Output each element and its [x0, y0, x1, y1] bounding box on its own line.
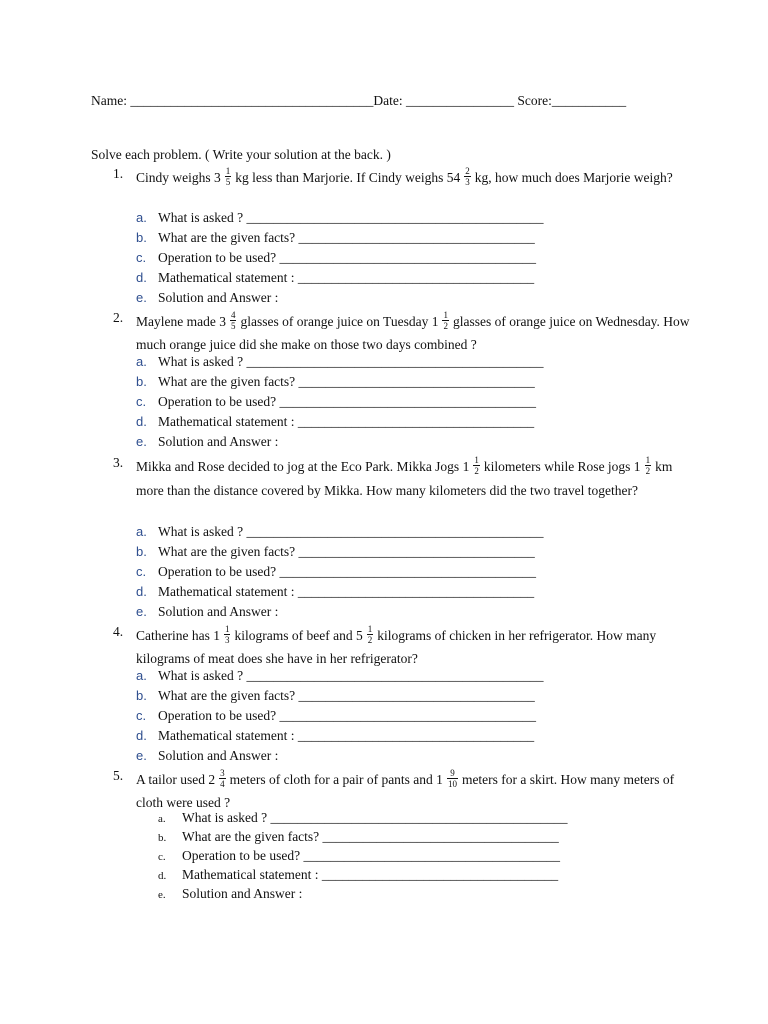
question-b[interactable]: b. What are the given facts? ___________________________________ — [158, 829, 559, 844]
question-e[interactable]: e. Solution and Answer : — [136, 748, 279, 763]
fraction: $\frac{1}{3}$ — [224, 624, 230, 646]
question-c[interactable]: c. Operation to be used? ______________________________________ — [136, 564, 536, 579]
header-line — [91, 93, 626, 109]
fraction: $\frac{9}{10}$ — [447, 768, 457, 790]
problem-text: Maylene made 3 $\frac{4}{5}$ glasses of orange juice on Tuesday 1 $\frac{1}{2}$ glasses of orange juice on Wednesday. How much orange juice did she make on those two days combined ? — [136, 310, 690, 353]
question-e[interactable]: e. Solution and Answer : — [136, 290, 279, 305]
problem-2-questions — [136, 352, 543, 452]
question-d[interactable]: d. Mathematical statement : ___________________________________ — [158, 867, 559, 882]
question-d[interactable]: d. Mathematical statement : ___________________________________ — [136, 584, 535, 599]
question-c[interactable]: c. Operation to be used? ______________________________________ — [136, 394, 536, 409]
fraction: $\frac{1}{2}$ — [645, 455, 651, 477]
question-b[interactable]: b. What are the given facts? ___________________________________ — [136, 688, 535, 703]
question-c[interactable]: c. Operation to be used? ______________________________________ — [136, 708, 536, 723]
date-field[interactable]: ________________ — [406, 93, 514, 108]
score-field[interactable]: ___________ — [551, 93, 627, 108]
fraction: $\frac{1}{5}$ — [225, 166, 231, 188]
problem-5-questions — [158, 809, 567, 904]
problem-text: Catherine has 1 $\frac{1}{3}$ kilograms of beef and 5 $\frac{1}{2}$ kilograms of chicken in her refrigerator. How many kilograms of meat does she have in her refrigerator? — [136, 624, 657, 667]
problem-text: Cindy weighs 3 $\frac{1}{5}$ kg less than Marjorie. If Cindy weighs 54 $\frac{2}{3}$ kg, how much does Marjorie weigh? — [136, 166, 673, 188]
fraction: $\frac{4}{5}$ — [230, 310, 236, 332]
question-b[interactable]: b. What are the given facts? ___________________________________ — [136, 374, 535, 389]
question-e[interactable]: e. Solution and Answer : — [136, 434, 279, 449]
name-label: Name: — [91, 93, 127, 108]
question-a[interactable]: a. What is asked ? ____________________________________________ — [136, 668, 544, 683]
problem-1-questions — [136, 208, 543, 308]
score-label: Score: — [517, 93, 552, 108]
problem-number: 1. — [113, 166, 124, 181]
question-e[interactable]: e. Solution and Answer : — [158, 886, 303, 901]
question-d[interactable]: d. Mathematical statement : ___________________________________ — [136, 270, 535, 285]
problem-text: A tailor used 2 $\frac{3}{4}$ meters of cloth for a pair of pants and 1 $\frac{9}{10}$ meters for a skirt. How many meters of cloth were used ? — [136, 768, 675, 811]
fraction: $\frac{2}{3}$ — [465, 166, 470, 188]
problem-number: 5. — [113, 768, 124, 783]
question-a[interactable]: a. What is asked ? ____________________________________________ — [158, 810, 568, 825]
instructions: Solve each problem. ( Write your solution at the back. ) — [91, 147, 391, 162]
question-d[interactable]: d. Mathematical statement : ___________________________________ — [136, 414, 535, 429]
question-a[interactable]: a. What is asked ? ____________________________________________ — [136, 354, 544, 369]
problem-number: 2. — [113, 310, 124, 325]
question-e[interactable]: e. Solution and Answer : — [136, 604, 279, 619]
name-field[interactable]: ____________________________________ — [130, 93, 374, 108]
question-a[interactable]: a. What is asked ? ____________________________________________ — [136, 210, 544, 225]
problem-number: 3. — [113, 455, 124, 470]
problem-number: 4. — [113, 624, 124, 639]
problem-text: Mikka and Rose decided to jog at the Eco Park. Mikka Jogs 1 $\frac{1}{2}$ kilometers while Rose jogs 1 $\frac{1}{2}$ km more than the distance covered by Mikka. How many kilometers did the two travel together? — [136, 455, 673, 498]
question-a[interactable]: a. What is asked ? ____________________________________________ — [136, 524, 544, 539]
fraction: $\frac{1}{2}$ — [443, 310, 448, 332]
fraction: $\frac{3}{4}$ — [220, 768, 225, 790]
question-b[interactable]: b. What are the given facts? ___________________________________ — [136, 544, 535, 559]
problem-4-questions — [136, 666, 543, 766]
question-d[interactable]: d. Mathematical statement : ___________________________________ — [136, 728, 535, 743]
fraction: $\frac{1}{2}$ — [367, 624, 373, 646]
date-label: Date: — [373, 93, 403, 108]
question-b[interactable]: b. What are the given facts? ___________________________________ — [136, 230, 535, 245]
question-c[interactable]: c. Operation to be used? ______________________________________ — [136, 250, 536, 265]
problem-3-questions — [136, 522, 543, 622]
question-c[interactable]: c. Operation to be used? ______________________________________ — [158, 848, 560, 863]
fraction: $\frac{1}{2}$ — [474, 455, 479, 477]
